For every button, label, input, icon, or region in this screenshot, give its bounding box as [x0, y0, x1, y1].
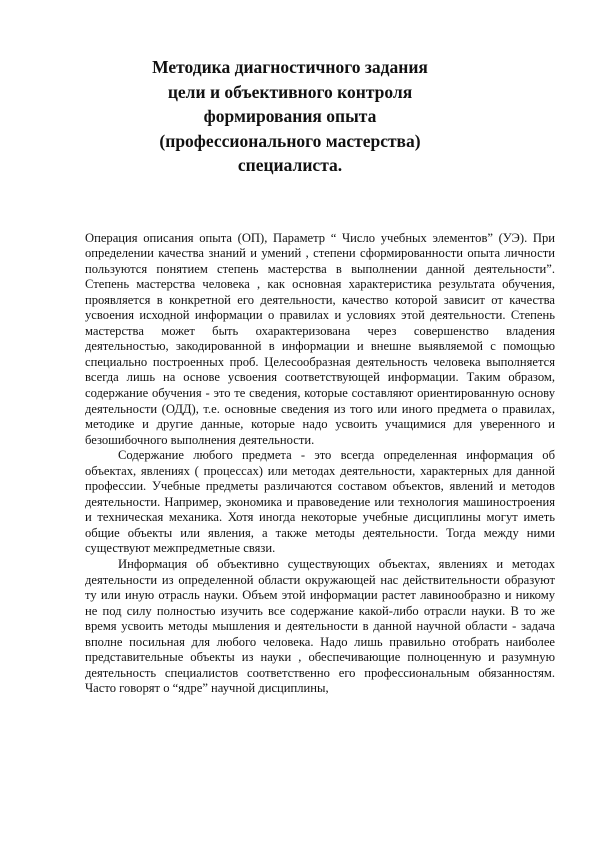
paragraph-2: Содержание любого предмета - это всегда определенная информация об объектах, явлениях ( процессах) или методах деятельности, характерных для данной профессии. Учебные предметы различаются составом объектов, явлений и методов деятельности. Например, экономика и правоведение или технология машиностроения и техническая механика. Хотя иногда некоторые учебные дисциплины могут иметь общие объекты или явления, а также методы деятельности. Тогда между ними существуют межпредметные связи.: [85, 448, 555, 556]
paragraph-1: Операция описания опыта (ОП), Параметр “ Число учебных элементов” (УЭ). При определении качества знаний и умений , степени сформированности опыта личности пользуются понятием степень мастерства в выполнении данной деятельности”. Степень мастерства человека , как основная характеристика результата обучения, проявляется в конкретной его деятельности, качество которой зависит от качества усвоения исходной информации о правилах и условиях этой деятельности. Степень мастерства может быть охарактеризована через совершенство владения деятельностью, закодированной в информации и внешне выявляемой с помощью специально построенных проб. Целесообразная деятельность человека выполняется всегда лишь на основе усвоения соответствующей информации. Таким образом, содержание обучения - это те сведения, которые составляют ориентированную основу деятельности (ОДД), т.е. основные сведения из того или иного предмета о правилах, методике и другие данные, которые надо усвоить учащимися для уверенного и безошибочного выполнения деятельности.: [85, 230, 555, 447]
paragraph-3: Информация об объективно существующих объектах, явлениях и методах деятельности из определенной области окружающей нас действительности образуют ту или иную отрасль науки. Объем этой информации растет лавинообразно и никому не под силу полностью изучить все содержание какой-либо отрасли науки. В то же время усвоить методы мышления и деятельности в данной научной области - задача вполне посильная для любого человека. Надо лишь правильно отобрать наиболее представительные объекты из науки , обеспечивающие полноценную и разумную деятельность специалистов соответственно его профессиональным обязанностям. Часто говорят о “ядре” научной дисциплины,: [85, 556, 555, 696]
title-line-3: формирования опыта: [203, 106, 377, 126]
document-body: [85, 231, 555, 697]
document-title: [85, 55, 495, 178]
title-line-1: Методика диагностичного задания: [152, 57, 428, 77]
title-line-5: специалиста.: [237, 155, 343, 175]
title-line-4: (профессионального мастерства): [159, 130, 421, 151]
title-line-2: цели и объективного контроля: [167, 81, 413, 102]
